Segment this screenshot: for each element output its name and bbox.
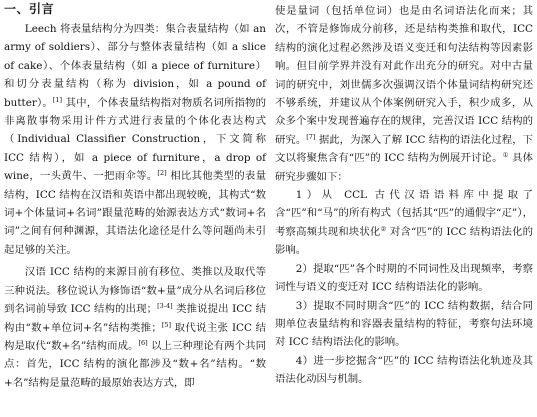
step-2-paragraph: [275, 260, 533, 297]
intro-paragraph-1: [4, 20, 266, 259]
step-3-paragraph: [275, 297, 533, 352]
text-run: 对含“匹”的 ICC 结构语法化的影响。: [275, 225, 533, 257]
text-run: 以上三种理论有两个共同点：首先，ICC 结构的演化都涉及“数+名”结构。“数+名”结构是量范畴的最原始表达方式，即: [4, 339, 266, 389]
citation-3-4: [3-4]: [157, 302, 173, 311]
text-run: 使是量词（包括单位词）也是由名词语法化而来；其次，不管是修饰成分前移，还是结构类推和取代，ICC 结构的演化过程必然涉及语义变迁和句法结构等因素影响。但目前学界并没有对此作出充分的研究。对中古量词的研究中，刘世儒多次强调汉语个体量词结构研究还不够系统，并建议从个体案例研究入手，积少成多，从众多个案中发现普遍存在的规律，完善汉语 ICC 结构的研究。: [275, 5, 533, 146]
citation-7: [7]: [306, 132, 316, 141]
continued-paragraph: [275, 2, 533, 186]
citation-5: [5]: [161, 320, 172, 329]
text-run: Leech 将表量结构分为四类：集合表量结构（如 an army of soldiers）、部分与整体表量结构（如 a slice of cake）、个体表量结构（如 a piece of furniture）和切分表量结构（称为 division，如 a pound of butter）。: [4, 23, 266, 109]
right-column: [275, 2, 533, 389]
intro-paragraph-2: [4, 263, 266, 392]
footnote-marker-2: ②: [380, 224, 387, 233]
left-column: [4, 2, 266, 392]
text-run: 2）提取“匹”各个时期的不同词性及出现频率，考察词性与语义的变迁对 ICC 结构语法化的影响。: [275, 262, 533, 294]
text-run: 3）提取不同时期含“匹”的 ICC 结构数据，结合同期单位表量结构和容器表量结构的特征，考察句法环境对 ICC 结构语法化的影响。: [275, 299, 533, 349]
text-run: 类推说提出 ICC 结构由“数+单位词+名”结构类推；: [4, 303, 266, 334]
section-heading: [4, 2, 266, 16]
step-4-paragraph: [275, 352, 533, 389]
section-title: 引言: [29, 2, 55, 16]
step-1-paragraph: [275, 186, 533, 260]
text-run: 相比其他类型的表量结构，ICC 结构在汉语和英语中都出现较晚，其构式“数词+个体量词+名词”跟量范畴的始源表达方式“数词+名词”之间有何种渊源，其语法化途径是什么等问题尚未引起足够的关注。: [4, 170, 266, 256]
text-run: 1）从 CCL 古代汉语语料库中提取了含“匹”和“马”的所有构式（包括其“匹”的通假字“疋”），考察高频共现和块状化: [275, 189, 533, 238]
text-run: 4）进一步挖掘含“匹”的 ICC 结构语法化轨迹及其语法化动因与机制。: [275, 354, 533, 386]
text-run: 其中，个体表量结构指对物质名词所指物的非离散事物采用计件方式进行表量的个体化表达构式（Individual Classifier Construction，下文简称 ICC 结构），如 a piece of furniture，a drop of wine，一头黄牛、一把雨伞等。: [4, 96, 266, 183]
section-number: 一、: [4, 2, 30, 16]
text-run: 具体研究步骤如下：: [275, 152, 533, 183]
text-run: 汉语 ICC 结构的来源目前有移位、类推以及取代等三种说法。移位说认为修饰语“数+量”成分从名词后移位到名词前导致 ICC 结构的出现；: [4, 266, 266, 316]
text-run: 据此，为深入了解 ICC 结构的语法化过程，下文以将聚焦含有“匹”的 ICC 结构为例展开讨论。: [275, 133, 533, 165]
citation-6: [6]: [138, 338, 148, 347]
citation-1: [1]: [52, 95, 63, 104]
footnote-marker-1: ①: [502, 151, 509, 160]
text-run: 取代说主张 ICC 结构是取代“数+名”结构而成。: [4, 321, 266, 352]
citation-2: [2]: [157, 169, 167, 178]
